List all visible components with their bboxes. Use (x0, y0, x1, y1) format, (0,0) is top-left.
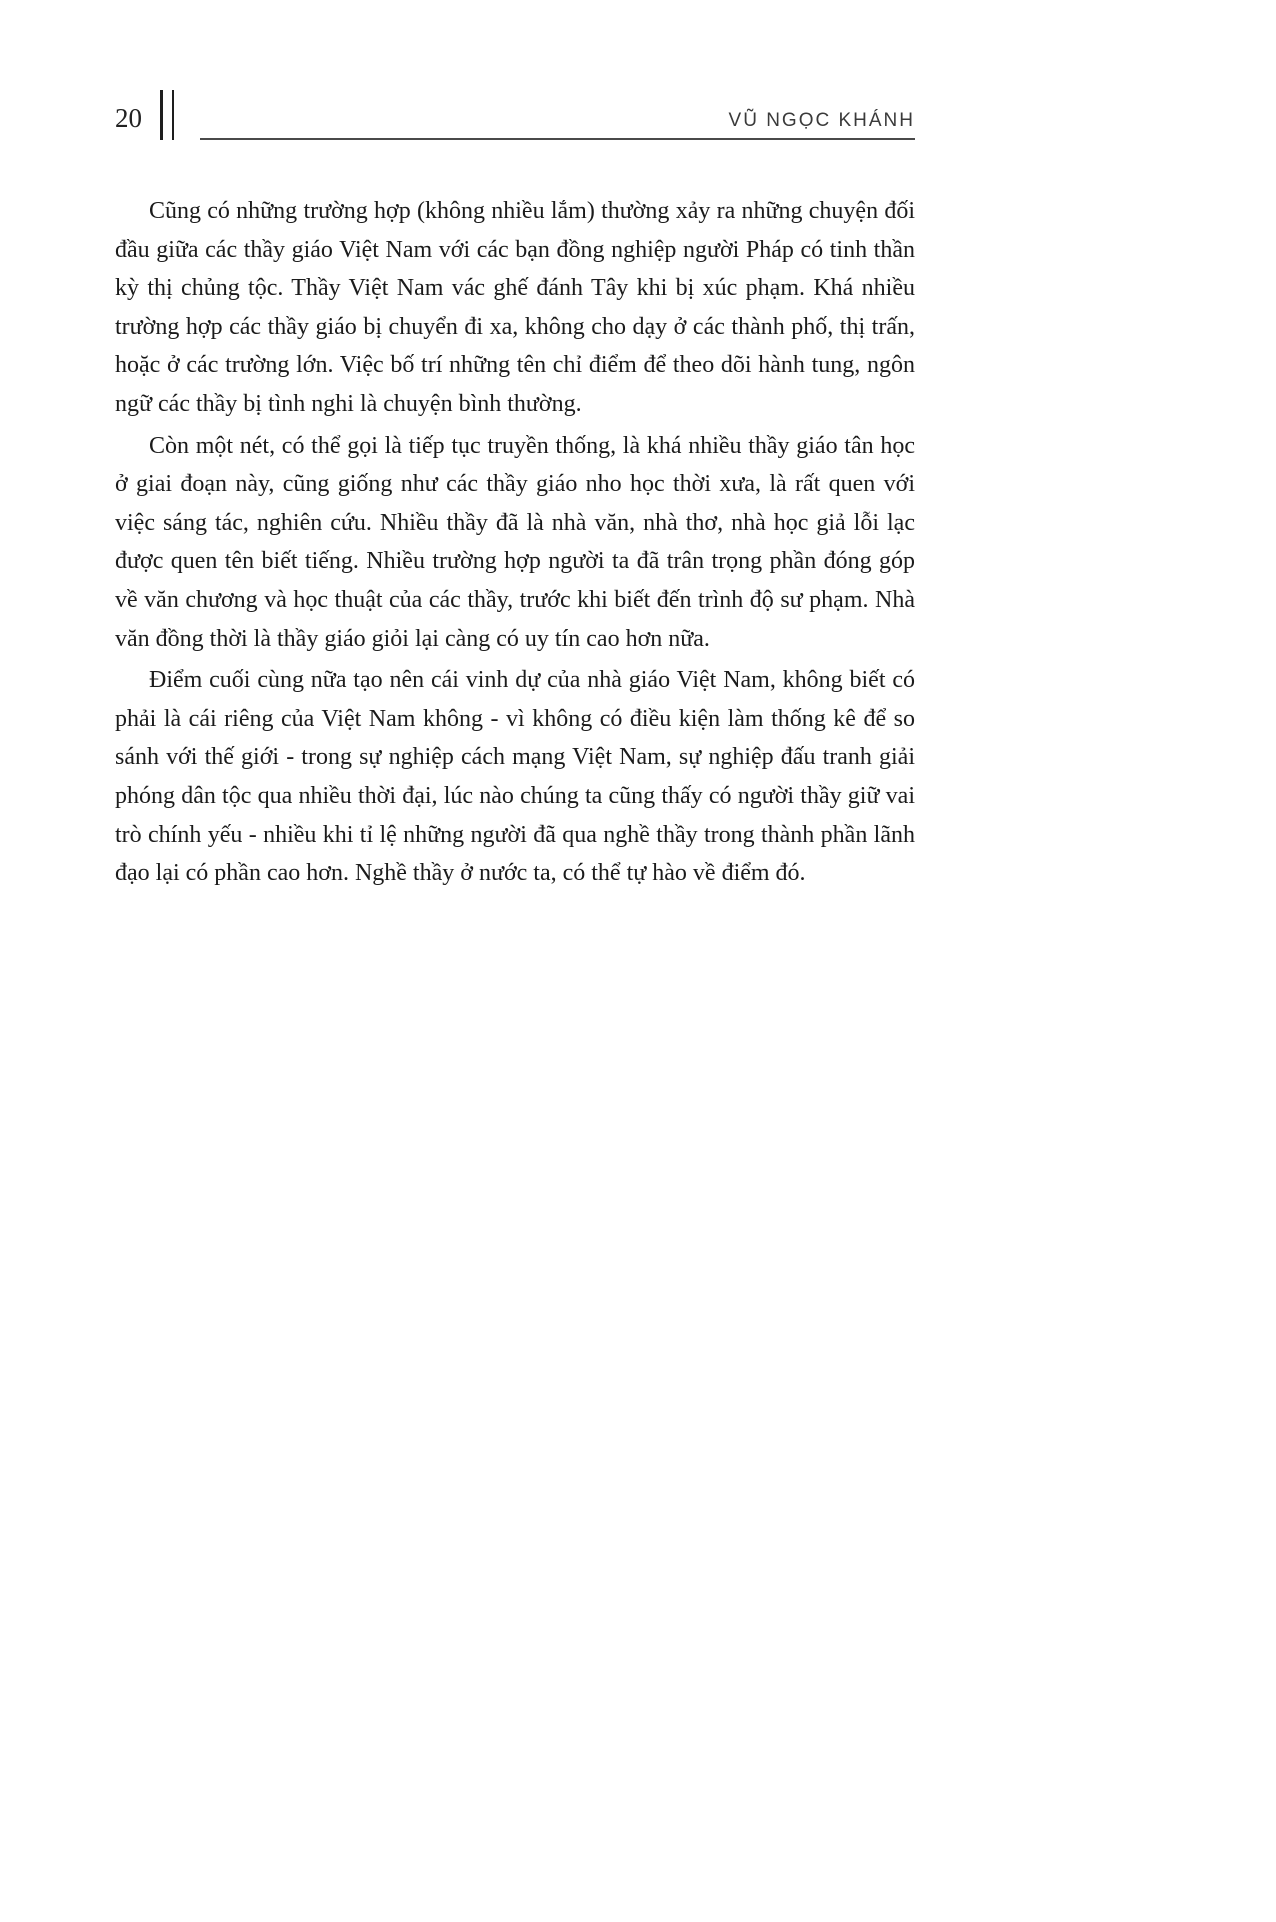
paragraph: Còn một nét, có thể gọi là tiếp tục truyền thống, là khá nhiều thầy giáo tân học ở giai đoạn này, cũng giống như các thầy giáo nho học thời xưa, là rất quen với việc sáng tác, nghiên cứu. Nhiều thầy đã là nhà văn, nhà thơ, nhà học giả lỗi lạc được quen tên biết tiếng. Nhiều trường hợp người ta đã trân trọng phần đóng góp về văn chương và học thuật của các thầy, trước khi biết đến trình độ sư phạm. Nhà văn đồng thời là thầy giáo giỏi lại càng có uy tín cao hơn nữa. (115, 432, 915, 652)
page-header (115, 88, 915, 140)
content-column (115, 88, 915, 896)
header-right (200, 110, 915, 140)
body-text (115, 192, 915, 893)
paragraph: Điểm cuối cùng nữa tạo nên cái vinh dự của nhà giáo Việt Nam, không biết có phải là cái riêng của Việt Nam không - vì không có điều kiện làm thống kê để so sánh với thế giới - trong sự nghiệp cách mạng Việt Nam, sự nghiệp đấu tranh giải phóng dân tộc qua nhiều thời đại, lúc nào chúng ta cũng thấy có người thầy giữ vai trò chính yếu - nhiều khi tỉ lệ những người đã qua nghề thầy trong thành phần lãnh đạo lại có phần cao hơn. Nghề thầy ở nước ta, có thể tự hào về điểm đó. (115, 667, 915, 887)
running-header-title: VŨ NGỌC KHÁNH (728, 110, 915, 131)
header-rule-line (200, 138, 915, 140)
header-divider-bar (160, 90, 174, 140)
paragraph: Cũng có những trường hợp (không nhiều lắm) thường xảy ra những chuyện đối đầu giữa các thầy giáo Việt Nam với các bạn đồng nghiệp người Pháp có tinh thần kỳ thị chủng tộc. Thầy Việt Nam vác ghế đánh Tây khi bị xúc phạm. Khá nhiều trường hợp các thầy giáo bị chuyển đi xa, không cho dạy ở các thành phố, thị trấn, hoặc ở các trường lớn. Việc bố trí những tên chỉ điểm để theo dõi hành tung, ngôn ngữ các thầy bị tình nghi là chuyện bình thường. (115, 198, 915, 417)
page-number: 20 (115, 103, 142, 133)
